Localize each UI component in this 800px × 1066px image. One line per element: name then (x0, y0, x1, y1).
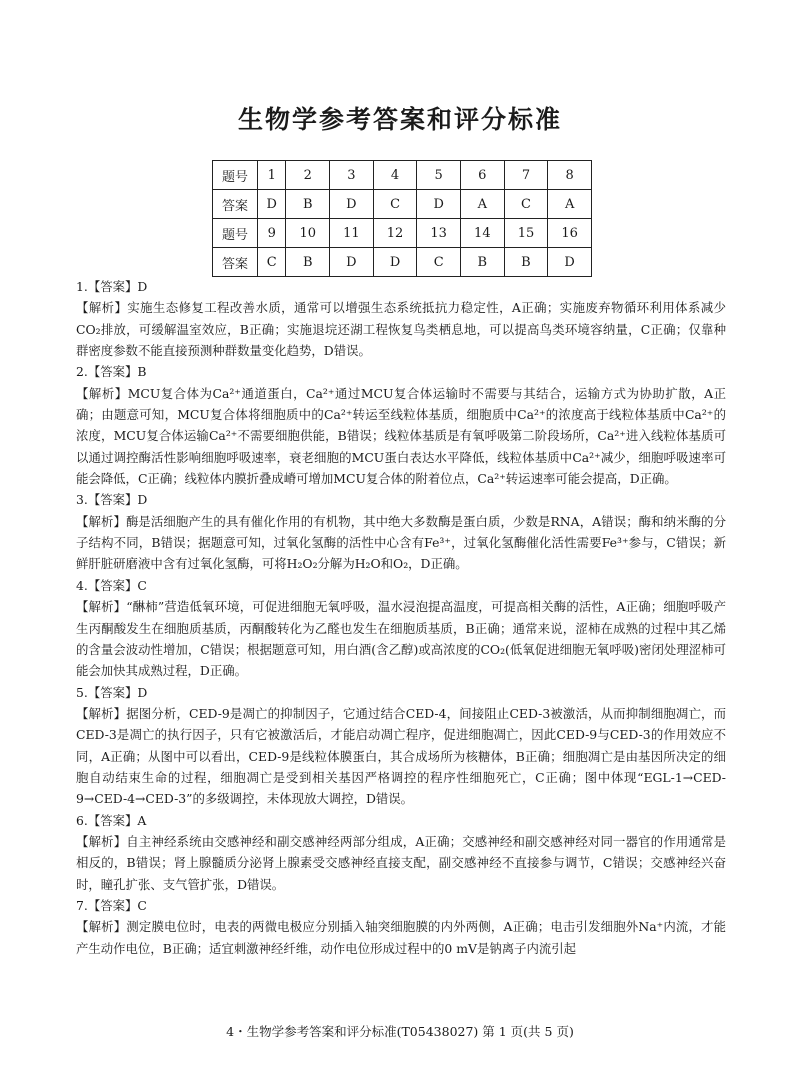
answer-table-row (213, 219, 592, 248)
page-footer: 4・生物学参考答案和评分标准(T05438027) 第 1 页(共 5 页) (226, 1024, 574, 1039)
question-explanation: 【解析】酶是活细胞产生的具有催化作用的有机物，其中绝大多数酶是蛋白质，少数是RNA，A错误；酶和纳米酶的分子结构不同，B错误；据题意可知，过氧化氢酶的活性中心含有Fe³⁺，过氧化氢酶催化活性需要Fe³⁺参与，C错误；新鲜肝脏研磨液中含有过氧化氢酶，可将H₂O₂分解为H₂O和O₂，D正确。 (76, 513, 726, 572)
question-explanation: 【解析】自主神经系统由交感神经和副交感神经两部分组成，A正确；交感神经和副交感神经对同一器官的作用通常是相反的，B错误；肾上腺髓质分泌肾上腺素受交感神经直接支配，副交感神经不直接参与调节，C错误；交感神经兴奋时，瞳孔扩张、支气管扩张，D错误。 (76, 833, 726, 892)
answer-table-cell: B (286, 190, 330, 219)
question-explanation: 【解析】MCU复合体为Ca²⁺通道蛋白，Ca²⁺通过MCU复合体运输时不需要与其结合，运输方式为协助扩散，A正确；由题意可知，MCU复合体将细胞质中的Ca²⁺转运至线粒体基质，细胞质中Ca²⁺的浓度高于线粒体基质中Ca²⁺的浓度，MCU复合体运输Ca²⁺不需要细胞供能，B错误；线粒体基质是有氧呼吸第二阶段场所，Ca²⁺进入线粒体基质可以通过调控酶活性影响细胞呼吸速率，衰老细胞的MCU蛋白表达水平降低，线粒体基质中Ca²⁺减少，细胞呼吸速率可能会降低，C正确；线粒体内膜折叠成嵴可增加MCU复合体的附着位点，Ca²⁺转运速率可能会提高，D正确。 (76, 385, 726, 487)
answer-table-cell: A (548, 190, 592, 219)
question-explanation: 【解析】据图分析，CED-9是凋亡的抑制因子，它通过结合CED-4，间接阻止CED-3被激活，从而抑制细胞凋亡，而CED-3是凋亡的执行因子，只有它被激活后，才能启动凋亡程序，促进细胞凋亡，因此CED-9与CED-3的作用效应不同，A正确；从图中可以看出，CED-9是线粒体膜蛋白，其合成场所为核糖体，B正确；细胞凋亡是由基因所决定的细胞自动结束生命的过程，细胞凋亡是受到相关基因严格调控的程序性细胞死亡，C正确；图中体现“EGL-1→CED-9→CED-4→CED-3”的多级调控，未体现放大调控，D错误。 (76, 705, 726, 807)
answer-table-cell: D (548, 248, 592, 277)
answer-table-cell: C (373, 190, 417, 219)
answer-table-row (213, 161, 592, 190)
answer-table-cell: 5 (417, 161, 461, 190)
question-answer: 4.【答案】C (76, 577, 147, 593)
question-explanation: 【解析】测定膜电位时，电表的两微电极应分别插入轴突细胞膜的内外两侧，A正确；电击引发细胞外Na⁺内流，才能产生动作电位，B正确；适宜刺激神经纤维，动作电位形成过程中的0 mV是钠离子内流引起 (76, 919, 726, 956)
answer-table-cell: 1 (258, 161, 286, 190)
answer-table-cell: D (373, 248, 417, 277)
answer-table-cell: D (330, 190, 374, 219)
answer-table-cell: 8 (548, 161, 592, 190)
answer-table-cell: 3 (330, 161, 374, 190)
answer-table-row-header: 题号 (213, 161, 258, 190)
question-answer: 5.【答案】D (76, 684, 148, 700)
answer-table-cell: 4 (373, 161, 417, 190)
explanations (76, 276, 726, 959)
question-explanation: 【解析】“醂柿”营造低氧环境，可促进细胞无氧呼吸，温水浸泡提高温度，可提高相关酶的活性，A正确；细胞呼吸产生丙酮酸发生在细胞质基质，丙酮酸转化为乙醛也发生在细胞质基质，B正确；通常来说，涩柿在成熟的过程中其乙烯的含量会波动性增加，C错误；根据题意可知，用白酒(含乙醇)或高浓度的CO₂(低氧促进细胞无氧呼吸)密闭处理涩柿可能会加快其成熟过程，D正确。 (76, 599, 726, 679)
answer-table-cell: D (258, 190, 286, 219)
answer-table-cell: 9 (258, 219, 286, 248)
answer-table-cell: 13 (417, 219, 461, 248)
answer-table-cell: 2 (286, 161, 330, 190)
answer-table-cell: 15 (504, 219, 548, 248)
question-answer: 6.【答案】A (76, 812, 147, 828)
answer-table-row-header: 答案 (213, 248, 258, 277)
question-answer: 7.【答案】C (76, 897, 147, 913)
answer-table-cell: 10 (286, 219, 330, 248)
answer-table-row-header: 答案 (213, 190, 258, 219)
question-answer: 3.【答案】D (76, 492, 148, 508)
answer-table-cell: D (330, 248, 374, 277)
answer-table-row (213, 190, 592, 219)
answer-table-cell: 16 (548, 219, 592, 248)
answer-table-cell: C (417, 248, 461, 277)
answer-table-cell: B (461, 248, 505, 277)
question-explanation: 【解析】实施生态修复工程改善水质，通常可以增强生态系统抵抗力稳定性，A正确；实施废弃物循环利用体系减少CO₂排放，可缓解温室效应，B正确；实施退垸还湖工程恢复鸟类栖息地，可以提高鸟类环境容纳量，C正确；仅靠种群密度参数不能直接预测种群数量变化趋势，D错误。 (76, 300, 726, 359)
question-answer: 1.【答案】D (76, 279, 148, 294)
answer-table-cell: D (417, 190, 461, 219)
answer-table-cell: C (258, 248, 286, 277)
answer-table-cell: A (461, 190, 505, 219)
answer-table-cell: 14 (461, 219, 505, 248)
answer-table-cell: B (504, 248, 548, 277)
page-title: 生物学参考答案和评分标准 (237, 105, 562, 134)
answer-table (212, 160, 592, 277)
answer-table-cell: 7 (504, 161, 548, 190)
answer-table-cell: 6 (461, 161, 505, 190)
answer-table-cell: 12 (373, 219, 417, 248)
question-answer: 2.【答案】B (76, 364, 147, 380)
answer-table-cell: C (504, 190, 548, 219)
answer-table-cell: B (286, 248, 330, 277)
answer-table-row (213, 248, 592, 277)
answer-table-cell: 11 (330, 219, 374, 248)
answer-table-row-header: 题号 (213, 219, 258, 248)
